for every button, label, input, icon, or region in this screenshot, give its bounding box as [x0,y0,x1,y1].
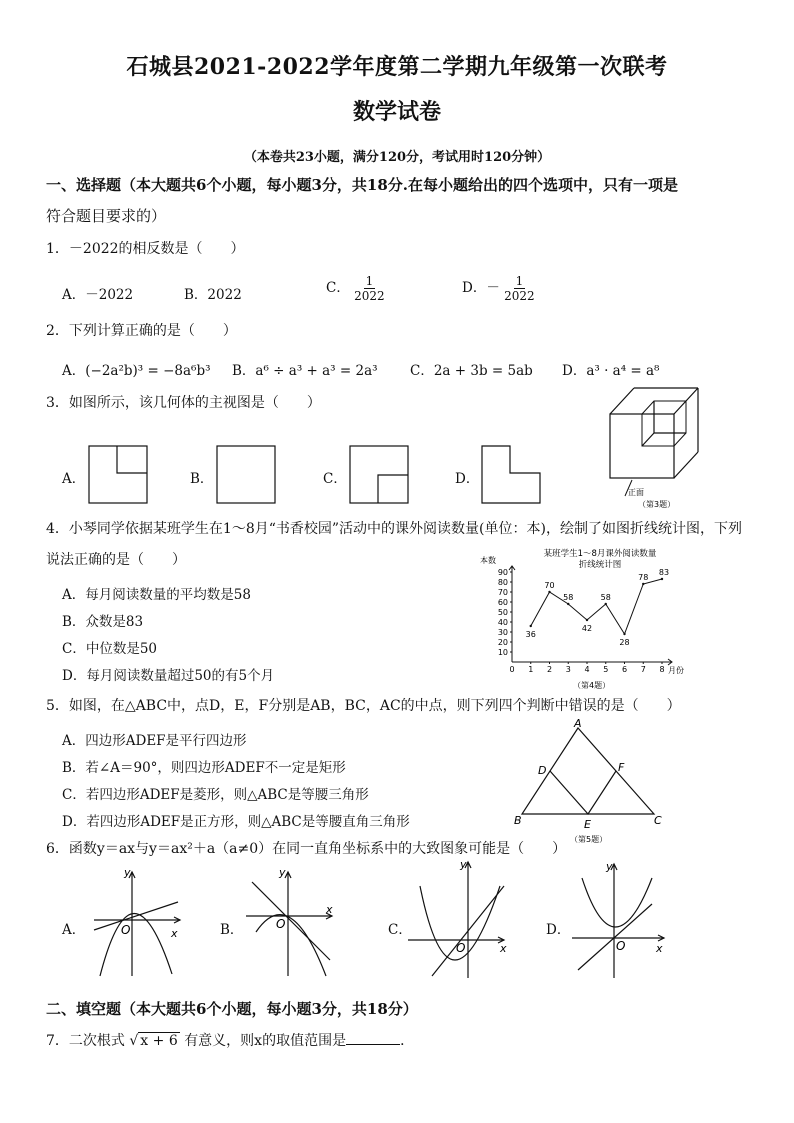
q6-b-x: x [326,903,333,916]
chart-point [567,603,569,605]
q6-c-x: x [500,942,507,955]
q6-graph-d [568,858,672,980]
chart-point [605,603,607,605]
q1-d-denominator: 2022 [504,289,535,303]
chart-x-tick-label: 2 [546,665,553,674]
q5-label-d: D [538,764,547,777]
chart-point [548,591,550,593]
chart-x-tick-label: 4 [584,665,590,674]
q3-view-a [86,443,152,505]
chart-x-tick-label: 7 [640,665,646,674]
q2-option-b: B．a⁶ ÷ a³ + a³ = 2a³ [232,363,378,379]
q4-stem-line2: 说法正确的是（ ） [46,552,186,568]
chart-data-label: 58 [600,593,611,602]
q5-label-f: F [618,761,625,774]
q7-radicand: x + 6 [140,1033,178,1049]
q5-option-b: B．若∠A＝90°，则四边形ADEF不一定是矩形 [62,760,346,776]
chart-title-line1: 某班学生1～8月课外阅读数量 [543,549,657,559]
q5-label-e: E [584,818,591,831]
q7-stem-suffix: 有意义，则x的取值范围是 [184,1033,347,1049]
chart-point [661,578,663,580]
sqrt-icon: √ [129,1033,139,1049]
q6-d-x: x [656,942,663,955]
q6-option-b: B． [220,922,244,938]
chart-x-tick-label: 8 [659,665,665,674]
q4-line-chart [480,546,690,694]
q4-option-c: C．中位数是50 [62,641,158,657]
q3-option-a: A． [62,471,86,487]
q6-d-y: y [606,860,613,873]
q4-option-d: D．每月阅读数量超过50的有5个月 [62,668,275,684]
q6-graph-a [88,862,188,980]
q1-option-b: B．2022 [184,287,242,303]
section1-heading-line1: 一、选择题（本大题共6个小题，每小题3分，共18分.在每小题给出的四个选项中，只有一项是 [46,176,678,194]
chart-y-tick-label: 80 [497,578,508,587]
chart-y-tick-label: 90 [497,568,508,577]
chart-y-tick-label: 30 [497,628,508,637]
q6-b-y: y [279,866,286,879]
q6-a-x: x [171,927,178,940]
q7-stem [46,1030,414,1050]
q5-option-c: C．若四边形ADEF是菱形，则△ABC是等腰三角形 [62,787,369,803]
chart-y-tick-label: 70 [497,588,508,597]
q5-label-a: A [574,718,582,730]
q3-solid-figure [598,382,708,512]
q7-answer-blank [346,1044,400,1045]
q6-graph-b [240,862,340,980]
exam-title: 石城县2021-2022学年度第二学期九年级第一次联考 [126,54,668,80]
chart-data-label: 78 [638,573,649,582]
chart-x-tick-label: 5 [603,665,609,674]
q6-c-origin: O [456,941,466,955]
q4-option-b: B．众数是83 [62,614,144,630]
chart-y-tick-label: 10 [497,648,508,657]
q3-view-d [479,443,545,505]
q6-stem: 6．函数y＝ax与y＝ax²＋a（a≠0）在同一直角坐标系中的大致图象可能是（ ） [46,841,567,857]
q2-option-a: A．(−2a²b)³ = −8a⁶b³ [62,363,211,379]
q2-option-d: D．a³ · a⁴ = a⁸ [562,363,660,379]
q3-view-b [214,443,280,505]
q1-c-denominator: 2022 [354,289,385,303]
chart-ylabel: 本数 [480,556,496,565]
q5-label-c: C [654,814,662,827]
q4-fig-caption: （第4题） [573,681,611,690]
section2-heading: 二、填空题（本大题共6个小题，每小题3分，共18分） [46,1000,418,1018]
q3-option-b: B． [190,471,214,487]
q1-option-d-prefix: D．－ [462,280,500,296]
q1-option-c-prefix: C． [326,280,350,296]
chart-y-tick-label: 20 [497,638,508,647]
q6-b-origin: O [276,917,286,931]
chart-point [586,619,588,621]
q6-option-c: C． [388,922,412,938]
q4-stem-line1: 4．小琴同学依据某班学生在1～8月“书香校园”活动中的课外阅读数量(单位：本)，绘制了如图折线统计图，下列 [46,521,742,537]
chart-x-tick-label: 1 [528,665,534,674]
chart-x-tick-label: 3 [565,665,571,674]
chart-x-tick-label: 6 [621,665,628,674]
chart-data-label: 42 [581,624,593,633]
q3-stem: 3．如图所示，该几何体的主视图是（ ） [46,395,321,411]
q3-fig-caption: （第3题） [638,500,676,509]
q6-a-y: y [124,866,131,879]
q4-option-a: A．每月阅读数量的平均数是58 [62,587,251,603]
chart-y-tick-label: 60 [497,598,508,607]
q1-option-c [326,274,385,303]
chart-xlabel: 月份 [668,666,684,675]
q1-option-c-fraction [354,274,385,303]
q6-c-y: y [460,858,467,871]
q1-option-a: A．－2022 [62,287,134,303]
exam-note: （本卷共23小题，满分120分，考试用时120分钟） [243,150,551,165]
section1-heading-line2: 符合题目要求的） [46,207,167,225]
q3-front-label: 正面 [628,488,644,497]
chart-point [530,625,532,627]
q5-stem: 5．如图，在△ABC中，点D，E，F分别是AB，BC，AC的中点，则下列四个判断中错误的是（ ） [46,698,681,714]
q7-end: ． [400,1033,415,1049]
chart-point [642,583,644,585]
q7-stem-prefix: 7．二次根式 [46,1033,125,1049]
chart-data-label: 36 [525,630,536,639]
chart-data-label: 58 [563,593,574,602]
chart-y-tick-label: 40 [497,618,508,627]
chart-x-tick-label: 0 [509,665,515,674]
q2-stem: 2．下列计算正确的是（ ） [46,323,237,339]
q1-stem: 1．－2022的相反数是（ ） [46,241,245,257]
q5-fig-caption: （第5题） [570,835,608,844]
q3-option-c: C． [323,471,347,487]
q1-c-numerator: 1 [365,274,374,288]
chart-point [623,633,625,635]
q1-option-d-fraction [504,274,535,303]
exam-subtitle: 数学试卷 [352,99,441,125]
q3-option-d: D． [455,471,480,487]
q6-graph-c [404,856,512,980]
q6-option-a: A． [62,922,86,938]
chart-title-line2: 折线统计图 [578,560,622,570]
q5-triangle-figure [508,718,668,846]
chart-data-label: 28 [619,638,630,647]
chart-ticks [498,568,665,674]
chart-y-tick-label: 50 [497,608,508,617]
chart-series [526,568,669,647]
q1-d-numerator: 1 [515,274,524,288]
q2-option-c: C．2a + 3b = 5ab [410,363,533,379]
q6-d-origin: O [616,939,626,953]
chart-data-label: 70 [544,581,555,590]
q6-a-origin: O [121,923,131,937]
q6-option-d: D． [546,922,571,938]
q3-view-c [347,443,413,505]
q5-option-a: A．四边形ADEF是平行四边形 [62,733,247,749]
chart-data-label: 83 [658,568,670,577]
q1-option-d [462,274,535,303]
q5-label-b: B [514,814,522,827]
q5-option-d: D．若四边形ADEF是正方形，则△ABC是等腰直角三角形 [62,814,410,830]
